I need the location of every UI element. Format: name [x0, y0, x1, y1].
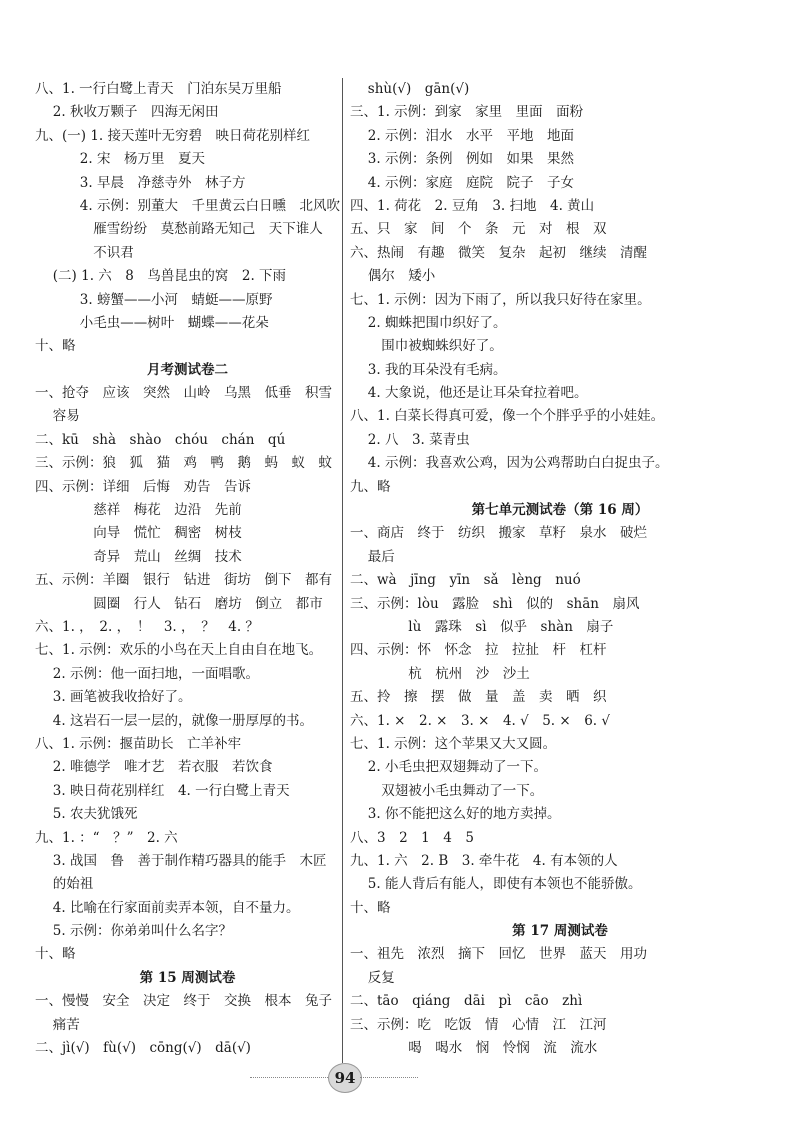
answer-line: 八、1. 示例：揠苗助长 亡羊补牢 [35, 735, 242, 752]
answer-line: 九、(一) 1. 接天莲叶无穷碧 映日荷花别样红 [35, 127, 310, 144]
answer-line: 八、1. 一行白鹭上青天 门泊东吴万里船 [35, 81, 282, 97]
answer-line: 最后 [350, 548, 395, 565]
answer-line: 慈祥 梅花 边沿 先前 [35, 502, 242, 519]
answer-line: 5. 示例：你弟弟叫什么名字？ [35, 923, 232, 940]
answer-line: 奇异 荒山 丝绸 技术 [35, 548, 242, 565]
answer-line: 二、wà jīng yīn sǎ lèng nuó [350, 572, 581, 589]
answer-line: 小毛虫——树叶 蝴蝶——花朵 [35, 314, 269, 331]
answer-line: 围巾被蜘蛛织好了。 [350, 338, 503, 355]
answer-line: 六、热闹 有趣 微笑 复杂 起初 继续 清醒 [350, 244, 647, 261]
answer-line: 九、1. 六 2. B 3. 牵牛花 4. 有本领的人 [350, 852, 618, 869]
answer-line: 2. 秋收万颗子 四海无闲田 [35, 104, 219, 121]
answer-line: 2. 唯德学 唯才艺 若衣服 若饮食 [35, 759, 273, 776]
answer-line: 一、抢夺 应该 突然 山岭 乌黑 低垂 积雪 [35, 385, 332, 402]
section-title: 第 15 周测试卷 [139, 969, 236, 986]
answer-line: 3. 战国 鲁 善于制作精巧器具的能手 木匠 [35, 852, 327, 869]
answer-line: 3. 映日荷花别样红 4. 一行白鹭上青天 [35, 782, 290, 799]
answer-line: 七、1. 示例：欢乐的小鸟在天上自由自在地飞。 [35, 642, 323, 659]
answer-line: 五、只 家 间 个 条 元 对 根 双 [350, 221, 607, 238]
answer-line: 九、略 [350, 478, 391, 495]
answer-line: 八、1. 白菜长得真可爱，像一个个胖乎乎的小娃娃。 [350, 408, 665, 425]
page-footer [0, 1062, 800, 1096]
answer-line: 2. 示例：他一面扫地，一面唱歌。 [35, 665, 259, 682]
answer-line: 四、示例：详细 后悔 劝告 告诉 [35, 478, 251, 495]
section-title: 第七单元测试卷（第 16 周） [471, 502, 649, 519]
answer-line: 2. 小毛虫把双翅舞动了一下。 [350, 759, 547, 776]
answer-line: 三、示例：吃 吃饭 情 心情 江 江河 [350, 1016, 607, 1033]
section-title: 月考测试卷二 [147, 361, 228, 378]
answer-line: 3. 示例：条例 例如 如果 果然 [350, 151, 574, 168]
answer-line: 九、1. ：“ ？” 2. 六 [35, 829, 178, 846]
answer-line: 二、jì(√) fù(√) cōng(√) dā(√) [35, 1040, 251, 1057]
answer-line: 2. 蜘蛛把围巾织好了。 [350, 314, 507, 331]
answer-line: 三、示例：狼 狐 猫 鸡 鸭 鹅 蚂 蚁 蚊 [35, 455, 332, 472]
answer-line: 十、略 [35, 338, 76, 355]
answer-line: 喝 喝水 悯 怜悯 流 流水 [350, 1040, 598, 1057]
answer-line: 六、1. × 2. × 3. × 4. √ 5. × 6. √ [350, 712, 610, 729]
answer-line: (二) 1. 六 8 鸟兽昆虫的窝 2. 下雨 [35, 268, 287, 285]
answer-line: 双翅被小毛虫舞动了一下。 [350, 782, 544, 799]
footer-dots-right [360, 1077, 418, 1078]
answer-line: 2. 示例：泪水 水平 平地 地面 [350, 127, 574, 144]
answer-line: 七、1. 示例：因为下雨了，所以我只好待在家里。 [350, 291, 651, 308]
answer-line: 雁雪纷纷 莫愁前路无知己 天下谁人 [35, 221, 323, 238]
answer-line: 3. 画笔被我收拾好了。 [35, 689, 192, 706]
answer-line: 4. 示例：别董大 千里黄云白日曛 北风吹 [35, 197, 340, 214]
answer-line: lù 露珠 sì 似乎 shàn 扇子 [350, 618, 614, 635]
answer-line: 一、祖先 浓烈 摘下 回忆 世界 蓝天 用功 [350, 946, 647, 963]
answer-line: 3. 你不能把这么好的地方卖掉。 [350, 806, 561, 823]
column-divider [342, 78, 343, 1063]
answer-line: 十、略 [35, 946, 76, 963]
answer-line: 3. 我的耳朵没有毛病。 [350, 361, 507, 378]
answer-line: 3. 螃蟹——小河 蜻蜓——原野 [35, 291, 273, 308]
answer-line: 二、tāo qiáng dāi pì cāo zhì [350, 993, 583, 1010]
section-title: 第 17 周测试卷 [512, 923, 608, 940]
answer-line: 三、1. 示例：到家 家里 里面 面粉 [350, 104, 584, 121]
right-column [350, 78, 770, 1060]
left-column [35, 78, 340, 1060]
answer-line: 五、示例：羊圈 银行 钻进 街坊 倒下 都有 [35, 572, 332, 589]
answer-line: 4. 示例：我喜欢公鸡，因为公鸡帮助白白捉虫子。 [350, 455, 669, 472]
answer-line: 不识君 [35, 244, 134, 261]
answer-line: shù(√) gān(√) [350, 81, 470, 97]
answer-line: 向导 慌忙 稠密 树枝 [35, 525, 242, 542]
answer-line: 五、拎 擦 摆 做 量 盖 卖 晒 织 [350, 689, 607, 706]
answer-line: 偶尔 矮小 [350, 268, 436, 285]
answer-line: 八、3 2 1 4 5 [350, 829, 474, 846]
answer-line: 三、示例：lòu 露脸 shì 似的 shān 扇风 [350, 595, 640, 612]
answer-line: 十、略 [350, 899, 391, 916]
answer-line: 七、1. 示例：这个苹果又大又圆。 [350, 735, 557, 752]
answer-line: 5. 能人背后有能人，即使有本领也不能骄傲。 [350, 876, 642, 893]
answer-line: 的始祖 [35, 876, 94, 893]
answer-line: 反复 [350, 969, 395, 986]
answer-line: 4. 示例：家庭 庭院 院子 子女 [350, 174, 574, 191]
answer-line: 六、1. ， 2. ， ！ 3. ， ？ 4. ？ [35, 618, 259, 635]
answer-line: 杭 杭州 沙 沙土 [350, 665, 530, 682]
answer-line: 圆圈 行人 钻石 磨坊 倒立 都市 [35, 595, 323, 612]
answer-line: 4. 比喻在行家面前卖弄本领，自不量力。 [35, 899, 300, 916]
answer-line: 四、1. 荷花 2. 豆角 3. 扫地 4. 黄山 [350, 197, 595, 214]
answer-line: 一、慢慢 安全 决定 终于 交换 根本 兔子 [35, 993, 332, 1010]
answer-line: 5. 农夫犹饿死 [35, 806, 138, 823]
answer-line: 2. 宋 杨万里 夏天 [35, 151, 205, 168]
answer-line: 3. 早晨 净慈寺外 林子方 [35, 174, 246, 191]
answer-line: 四、示例：怀 怀念 拉 拉扯 杆 杠杆 [350, 642, 607, 659]
answer-line: 二、kū shà shào chóu chán qú [35, 431, 286, 448]
footer-dots-left [250, 1077, 328, 1078]
answer-line: 4. 大象说，他还是让耳朵耷拉着吧。 [350, 385, 588, 402]
answer-line: 4. 这岩石一层一层的，就像一册厚厚的书。 [35, 712, 313, 729]
answer-line: 2. 八 3. 菜青虫 [350, 431, 470, 448]
answer-line: 痛苦 [35, 1016, 80, 1033]
page-number: 94 [328, 1063, 362, 1093]
answer-line: 容易 [35, 408, 80, 425]
answer-line: 一、商店 终于 纺织 搬家 草籽 泉水 破烂 [350, 525, 647, 542]
